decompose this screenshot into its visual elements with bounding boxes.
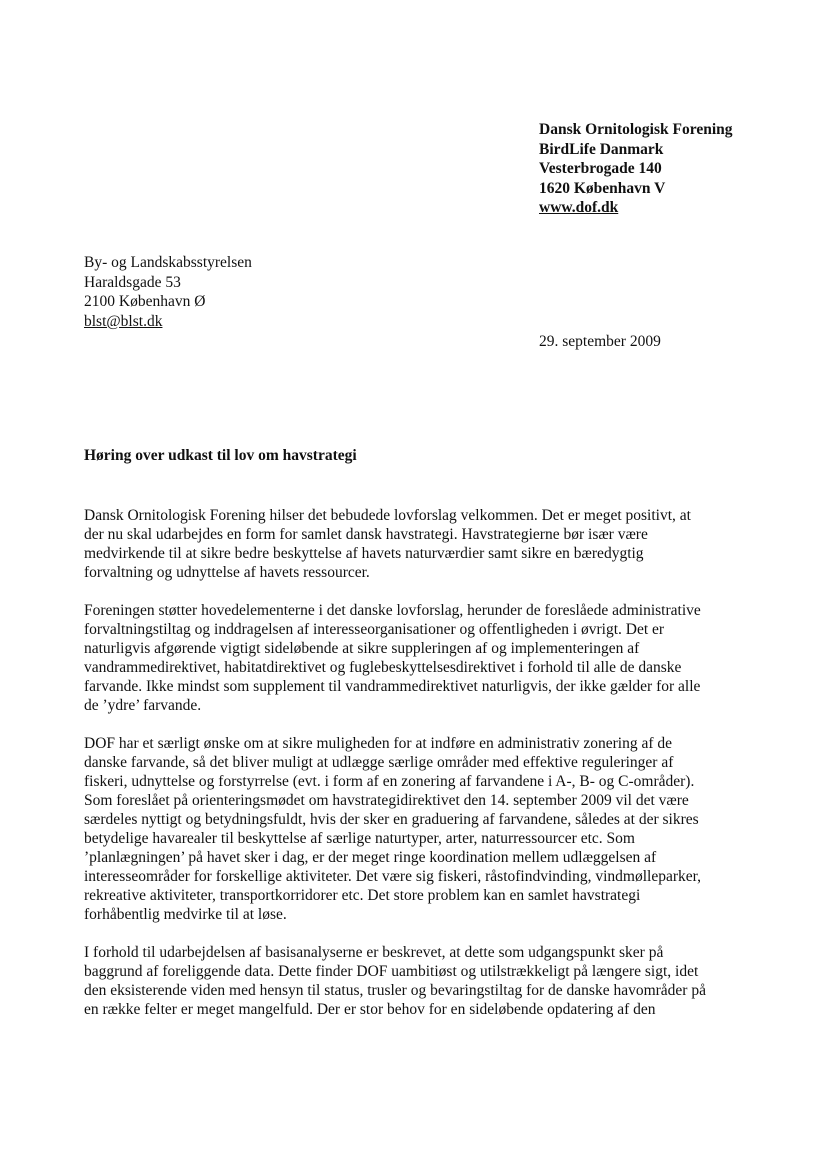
body-line: Foreningen støtter hovedelementerne i det danske lovforslag, herunder de foreslåede administrative xyxy=(84,602,701,619)
sender-line: BirdLife Danmark xyxy=(539,140,664,158)
body-line: danske farvande, så det bliver muligt at udlægge særlige områder med effektive reguleringer af xyxy=(84,754,674,771)
sender-address xyxy=(539,120,733,218)
recipient-address xyxy=(84,253,252,331)
body-line: de ’ydre’ farvande. xyxy=(84,697,202,714)
body-line: Dansk Ornitologisk Forening hilser det bebudede lovforslag velkommen. Det er meget positivt, at xyxy=(84,507,691,524)
body-line: der nu skal udarbejdes en form for samlet dansk havstrategi. Havstrategierne bør især være xyxy=(84,526,648,543)
recipient-line: 2100 København Ø xyxy=(84,293,206,310)
body-line: baggrund af foreliggende data. Dette finder DOF uambitiøst og utilstrækkeligt på længere sigt, idet xyxy=(84,963,699,980)
body-line: ’planlægningen’ på havet sker i dag, er der meget ringe koordination mellem udlæggelsen af xyxy=(84,849,657,866)
sender-line: 1620 København V xyxy=(539,179,666,197)
recipient-line: By- og Landskabsstyrelsen xyxy=(84,254,252,271)
body-line: forvaltningstiltag og inddragelsen af interesseorganisationer og offentligheden i øvrigt. Det er xyxy=(84,621,665,638)
letter-body xyxy=(84,506,754,1038)
sender-line: Dansk Ornitologisk Forening xyxy=(539,121,733,138)
body-line: Som foreslået på orienteringsmødet om havstrategidirektivet den 14. september 2009 vil det være xyxy=(84,792,689,809)
paragraph xyxy=(84,734,754,924)
sender-line: Vesterbrogade 140 xyxy=(539,160,662,177)
body-line: rekreative aktiviteter, transportkorridorer etc. Det store problem kan en samlet havstrategi xyxy=(84,887,641,904)
body-line: medvirkende til at sikre bedre beskyttelse af havets naturværdier samt sikre en bæredygtig xyxy=(84,545,644,562)
body-line: forvaltning og udnyttelse af havets ressourcer. xyxy=(84,564,370,581)
sender-website-link[interactable]: www.dof.dk xyxy=(539,199,619,216)
body-line: en række felter er meget mangelfuld. Der er stor behov for en sideløbende opdatering af den xyxy=(84,1001,656,1018)
recipient-email-link[interactable]: blst@blst.dk xyxy=(84,312,163,330)
body-line: forhåbentlig medvirke til at løse. xyxy=(84,906,287,923)
body-line: naturligvis afgørende vigtigt sideløbende at sikre suppleringen af og implementeringen af xyxy=(84,640,640,657)
letter-subject: Høring over udkast til lov om havstrategi xyxy=(84,447,357,464)
letter-date: 29. september 2009 xyxy=(539,333,661,350)
body-line: interesseområder for forskellige aktiviteter. Det være sig fiskeri, råstofindvinding, vindmølleparker, xyxy=(84,868,702,885)
body-line: vandrammedirektivet, habitatdirektivet og fuglebeskyttelsesdirektivet i forhold til alle de danske xyxy=(84,659,682,676)
paragraph xyxy=(84,601,754,715)
body-line: den eksisterende viden med hensyn til status, trusler og bevaringstiltag for de danske havområder på xyxy=(84,982,706,999)
body-line: I forhold til udarbejdelsen af basisanalyserne er beskrevet, at dette som udgangspunkt sker på xyxy=(84,944,664,961)
body-line: betydelige havarealer til beskyttelse af særlige naturtyper, arter, naturressourcer etc. Som xyxy=(84,830,635,847)
paragraph xyxy=(84,506,754,582)
recipient-line: Haraldsgade 53 xyxy=(84,273,181,291)
body-line: særdeles nyttigt og betydningsfuldt, hvis der sker en graduering af farvandene, således at der sikres xyxy=(84,811,699,828)
body-line: fiskeri, udnyttelse og forstyrrelse (evt. i form af en zonering af farvandene i A-, B- og C-områder). xyxy=(84,773,695,790)
paragraph xyxy=(84,943,754,1019)
body-line: farvande. Ikke mindst som supplement til vandrammedirektivet naturligvis, der ikke gælder for alle xyxy=(84,678,701,695)
body-line: DOF har et særligt ønske om at sikre muligheden for at indføre en administrativ zonering af de xyxy=(84,735,672,752)
